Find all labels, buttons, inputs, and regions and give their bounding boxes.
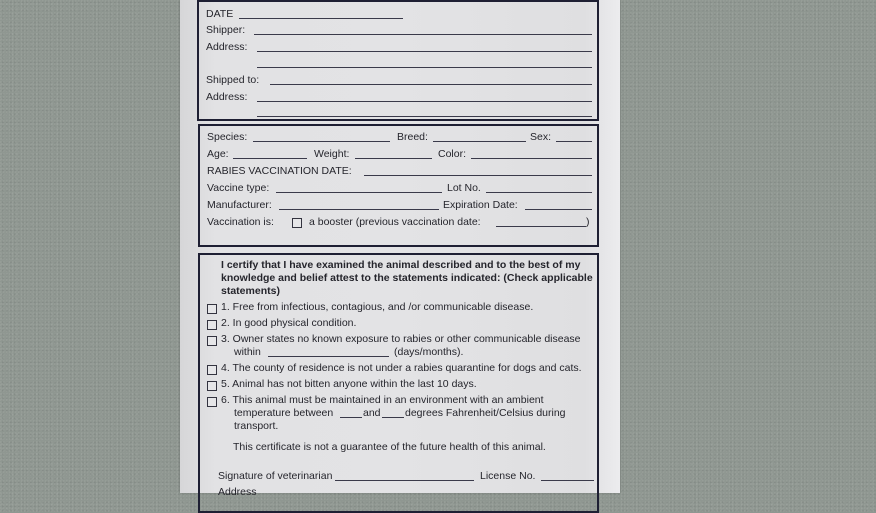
vaccine-type-field[interactable] [276, 192, 442, 193]
license-label: License No. [480, 470, 536, 482]
statement-5-checkbox[interactable] [207, 381, 217, 391]
statement-6-text: 6. This animal must be maintained in an environment with an ambient [221, 394, 544, 406]
license-field[interactable] [541, 480, 594, 481]
shipper-address-label: Address: [206, 41, 248, 53]
date-label: DATE [206, 8, 234, 20]
color-field[interactable] [471, 158, 592, 159]
shipped-to-label: Shipped to: [206, 74, 260, 86]
statement-1-checkbox[interactable] [207, 304, 217, 314]
min-temperature-field[interactable] [340, 417, 362, 418]
breed-label: Breed: [397, 131, 428, 143]
statement-4-checkbox[interactable] [207, 365, 217, 375]
statement-6-transport-label: transport. [234, 420, 279, 432]
shipper-label: Shipper: [206, 24, 246, 36]
lot-no-label: Lot No. [447, 182, 481, 194]
statement-3-checkbox[interactable] [207, 336, 217, 346]
disclaimer-text: This certificate is not a guarantee of the future health of this animal. [233, 441, 546, 453]
shipper-field[interactable] [254, 34, 592, 35]
statement-5-text: 5. Animal has not bitten anyone within the last 10 days. [221, 378, 477, 390]
certify-intro-line-3: statements) [221, 285, 280, 297]
manufacturer-label: Manufacturer: [207, 199, 272, 211]
recipient-address-label: Address: [206, 91, 248, 103]
statement-2-checkbox[interactable] [207, 320, 217, 330]
weight-label: Weight: [314, 148, 350, 160]
species-field[interactable] [253, 141, 390, 142]
age-label: Age: [207, 148, 229, 160]
signature-label: Signature of veterinarian [218, 470, 333, 482]
rabies-date-field[interactable] [364, 175, 592, 176]
sex-label: Sex: [530, 131, 552, 143]
statement-2-text: 2. In good physical condition. [221, 317, 357, 329]
previous-vaccination-date-field[interactable] [496, 226, 586, 227]
booster-label: a booster (previous vaccination date: [309, 216, 481, 228]
signature-field[interactable] [335, 480, 474, 481]
statement-3-within-label: within [234, 346, 261, 358]
expiration-label: Expiration Date: [443, 199, 518, 211]
exposure-period-field[interactable] [268, 356, 389, 357]
rabies-date-label: RABIES VACCINATION DATE: [207, 165, 352, 177]
statement-6-checkbox[interactable] [207, 397, 217, 407]
shipper-address-field-1[interactable] [257, 51, 592, 52]
vet-address-label: Address [218, 486, 257, 498]
date-field[interactable] [239, 18, 403, 19]
species-label: Species: [207, 131, 248, 143]
vaccine-type-label: Vaccine type: [207, 182, 270, 194]
expiration-field[interactable] [525, 209, 592, 210]
recipient-address-field-1[interactable] [257, 101, 592, 102]
booster-close-paren: ) [586, 216, 590, 228]
statement-6-degrees-label: degrees Fahrenheit/Celsius during [405, 407, 566, 419]
manufacturer-field[interactable] [279, 209, 439, 210]
statement-3-text: 3. Owner states no known exposure to rabies or other communicable disease [221, 333, 581, 345]
statement-4-text: 4. The county of residence is not under a rabies quarantine for dogs and cats. [221, 362, 582, 374]
recipient-address-field-2[interactable] [257, 116, 592, 117]
certify-intro-line-2: knowledge and belief attest to the statements indicated: (Check applicable [221, 272, 593, 284]
weight-field[interactable] [355, 158, 432, 159]
shipped-to-field[interactable] [270, 84, 592, 85]
statement-3-unit-label: (days/months). [394, 346, 464, 358]
statement-6-temperature-label: temperature between [234, 407, 334, 419]
sex-field[interactable] [556, 141, 592, 142]
lot-no-field[interactable] [486, 192, 592, 193]
health-certificate-paper [180, 0, 620, 498]
statement-1-text: 1. Free from infectious, contagious, and /or communicable disease. [221, 301, 534, 313]
certify-intro-line-1: I certify that I have examined the animal described and to the best of my [221, 259, 581, 271]
breed-field[interactable] [433, 141, 526, 142]
color-label: Color: [438, 148, 467, 160]
statement-6-and-label: and [363, 407, 381, 419]
vaccination-is-label: Vaccination is: [207, 216, 274, 228]
booster-checkbox[interactable] [292, 218, 302, 228]
age-field[interactable] [233, 158, 307, 159]
shipper-address-field-2[interactable] [257, 67, 592, 68]
max-temperature-field[interactable] [382, 417, 404, 418]
